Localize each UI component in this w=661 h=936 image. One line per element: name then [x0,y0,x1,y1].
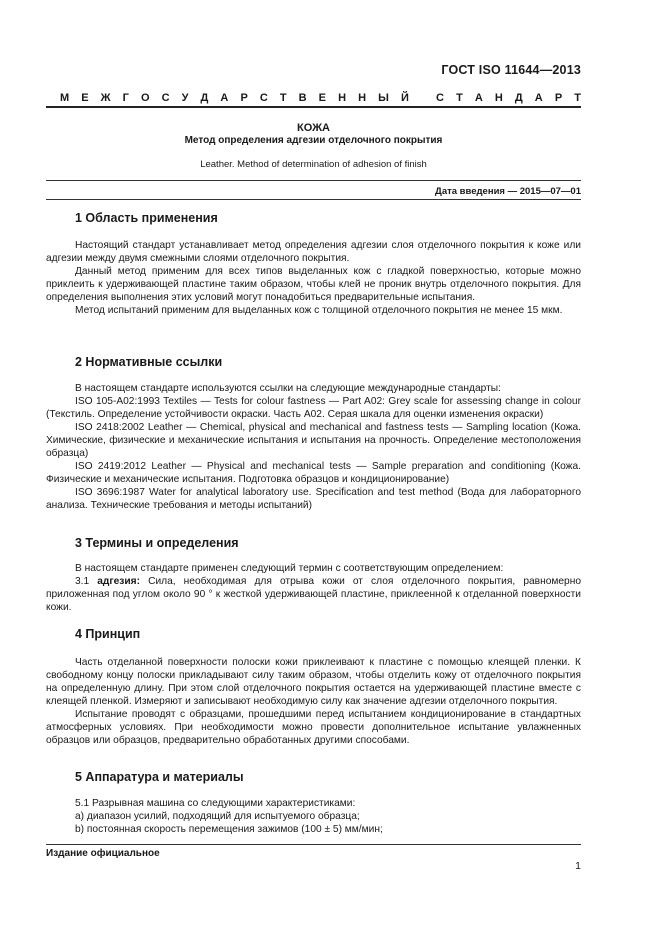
reference-item: ISO 3696:1987 Water for analytical laboratory use. Specification and test method (Вода для лабораторного анализа. Технические требования и методы испытаний) [46,487,581,511]
banner-letter: Ж [100,92,111,104]
term-number: 3.1 [75,576,98,587]
term-definition-text: Сила, необходимая для отрыва кожи от слоя отделочного покрытия, равномерно приложенная под углом около 90 ° к жесткой удерживающей пластине, приклеенной к отделанной поверхности кожи. [46,576,581,613]
banner-letter: Т [279,92,287,104]
reference-item: ISO 105-A02:1993 Textiles — Tests for colour fastness — Part A02: Grey scale for assessing change in colour (Текстиль. Определение устойчивости окраски. Часть А02. Серая шкала для оценки изменения окраски) [46,396,581,420]
page-number: 1 [575,860,581,872]
paragraph: В настоящем стандарте используются ссылки на следующие международные стандарты: [75,383,501,394]
document-title: КОЖА [296,122,330,134]
section-5-heading: 5 Аппаратура и материалы [75,770,244,784]
banner-letter: Р [240,92,248,104]
document-title-english: Leather. Method of determination of adhesion of finish [200,159,427,170]
banner-letter: О [140,92,150,104]
section-3-heading: 3 Термины и определения [75,536,239,550]
banner-letter: Г [122,92,129,104]
list-item: а) диапазон усилий, подходящий для испытуемого образца; [75,811,360,822]
banner-letter: М [60,92,70,104]
paragraph: 5.1 Разрывная машина со следующими характеристиками: [75,798,356,809]
banner-letter: С [259,92,268,104]
banner-letter: У [181,92,189,104]
banner-letter: С [436,92,444,104]
introduction-date: Дата введения — 2015—07—01 [435,186,581,197]
banner-letter: А [220,92,229,104]
section-2-heading: 2 Нормативные ссылки [75,355,223,369]
section-3-body [46,562,581,614]
paragraph: Испытание проводят с образцами, прошедшими перед испытанием кондиционирование в стандартных атмосферных условиях. При необходимости можно провести дополнительное испытание увлажненных образцов или образцов, предварительно обработанных другими способами. [46,709,581,746]
paragraph: Часть отделанной поверхности полоски кожи приклеивают к пластине с помощью клеящей пленки. К свободному концу полоски прикладывают силу таким образом, чтобы отделить кожу от отделочного покрытия на определенную длину. При этом слой отделочного покрытия остается на удерживающей пластине вместе с клеящей пленкой. Измеряют и записывают необходимую силу как значение адгезии отделочного покрытия. [46,657,581,707]
paragraph: Настоящий стандарт устанавливает метод определения адгезии слоя отделочного покрытия к коже или адгезии между двумя смежными слоями отделочного покрытия. [46,240,581,264]
banner-letter: Н [338,92,347,104]
section-5-body [46,797,581,836]
term: адгезия: [97,576,140,587]
date-rule [46,199,581,200]
section-4-body [46,656,581,747]
banner-letter: С [161,92,170,104]
section-4-heading: 4 Принцип [75,627,141,641]
paragraph: Метод испытаний применим для выделанных кож с толщиной отделочного покрытия не менее 15 мкм. [75,305,563,316]
list-item: b) постоянная скорость перемещения зажимов (100 ± 5) мм/мин; [75,824,383,835]
banner-letter: А [474,92,483,104]
interstate-standard-banner [60,92,581,104]
banner-letter: Й [400,92,409,104]
paragraph: В настоящем стандарте применен следующий термин с соответствующим определением: [75,563,504,574]
document-code: ГОСТ ISO 11644—2013 [441,63,581,77]
banner-letter [421,92,424,104]
banner-letter: Н [358,92,367,104]
term-definition [46,575,581,614]
banner-letter: Ы [378,92,389,104]
document-subtitle: Метод определения адгезии отделочного покрытия [184,135,443,146]
banner-letter: Р [554,92,563,104]
reference-item: ISO 2419:2012 Leather — Physical and mechanical tests — Sample preparation and conditioning (Кожа. Физические и механические испытания. Подготовка образцов и кондиционирование) [46,461,581,485]
banner-letter: Е [318,92,327,104]
header-rule [46,106,581,108]
banner-letter: А [534,92,543,104]
reference-item: ISO 2418:2002 Leather — Chemical, physical and mechanical and fastness tests — Sampling location (Кожа. Химические, физические и механические испытания и испытания на прочность. Определение местоположения образца) [46,422,581,459]
banner-letter: Д [200,92,209,104]
paragraph: Данный метод применим для всех типов выделанных кож с гладкой поверхностью, которые можно приклеить к удерживающей пластине таким образом, чтобы клей не проник внутрь отделочного покрытия. Для определения выполнения этих условий могут понадобиться предварительные испытания. [46,266,581,303]
section-1-heading: 1 Область применения [75,211,218,225]
banner-letter: В [298,92,307,104]
section-1-body [46,239,581,317]
banner-letter: Е [81,92,89,104]
banner-letter: Д [514,92,523,104]
banner-letter: Т [456,92,463,104]
banner-letter: Т [574,92,581,104]
title-rule [46,180,581,181]
footer-rule [46,844,581,845]
banner-letter: Н [494,92,503,104]
section-2-body [46,382,581,512]
official-edition-label: Издание официальное [46,848,160,859]
